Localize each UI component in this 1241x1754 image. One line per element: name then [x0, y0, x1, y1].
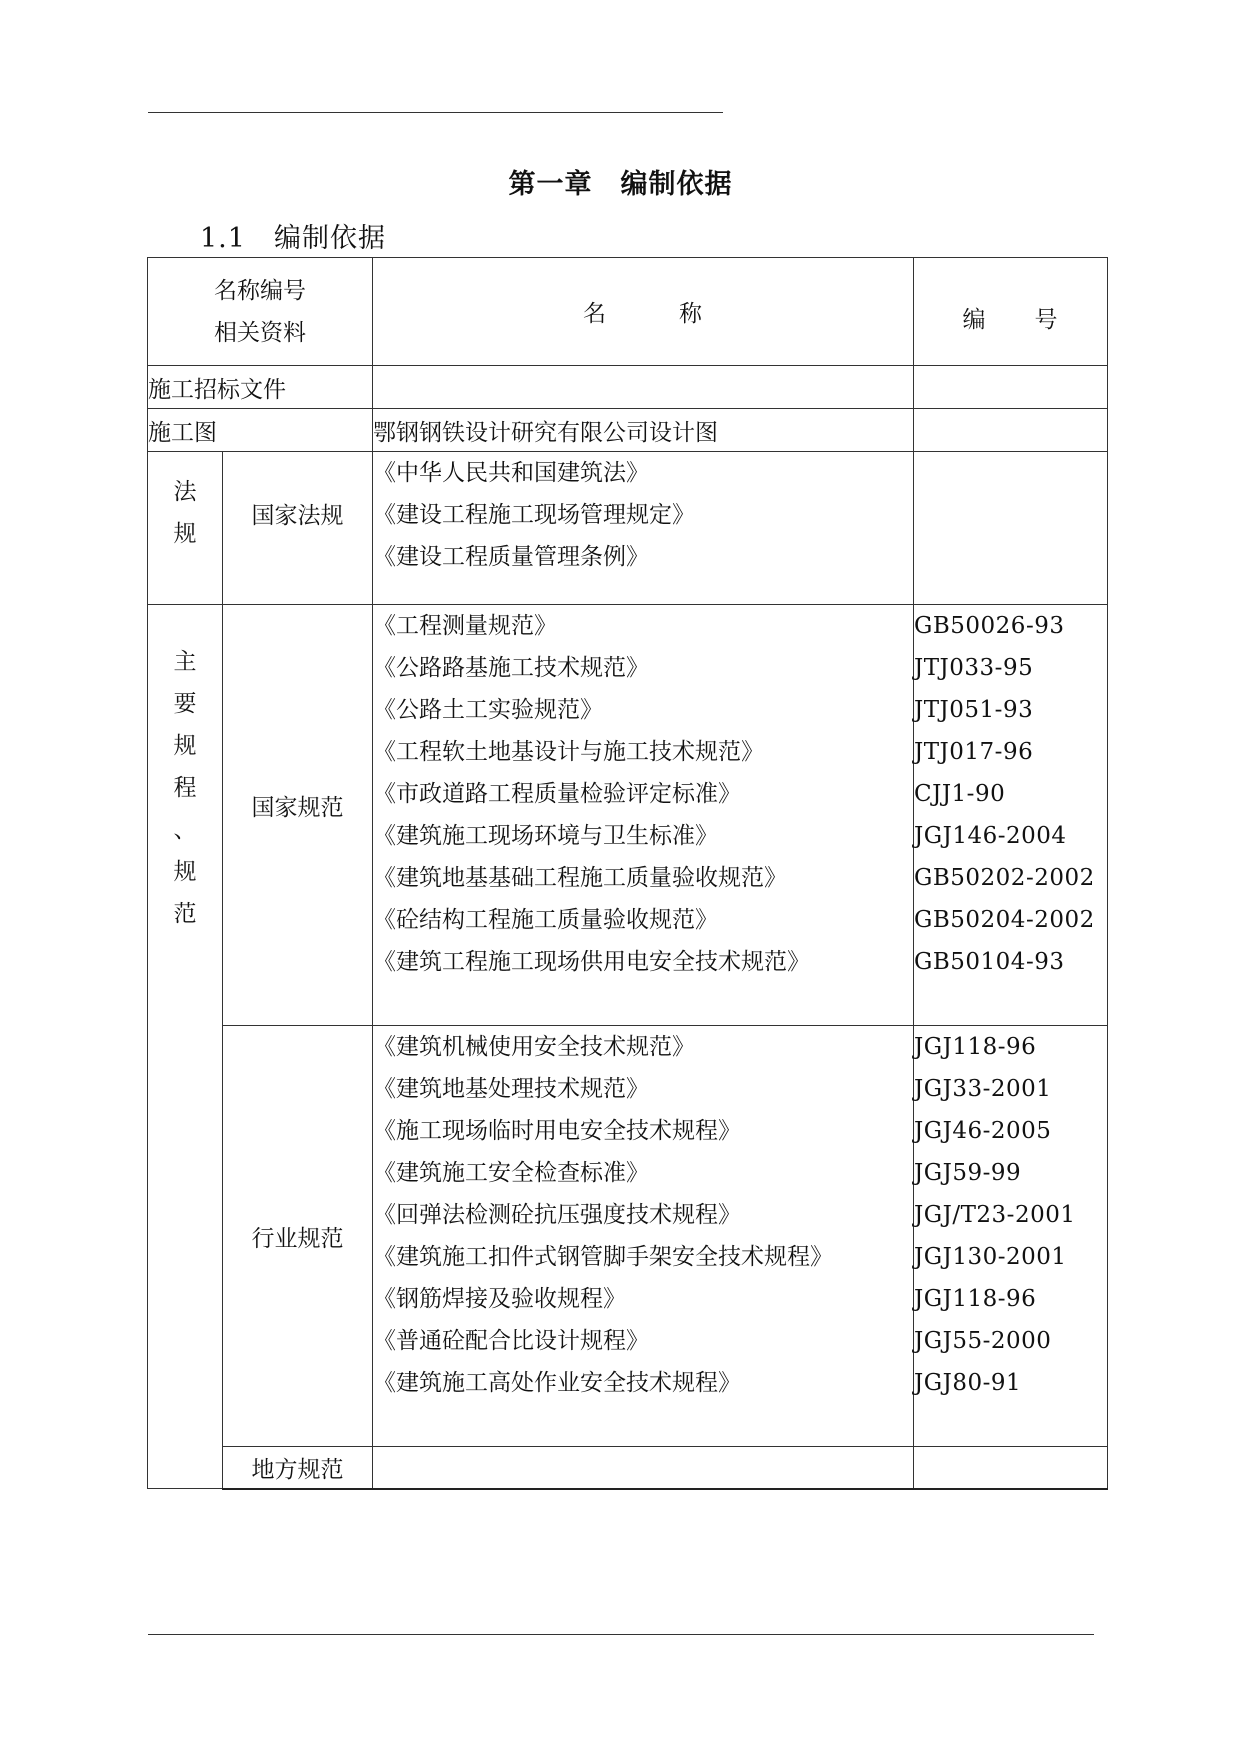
list-item: 《建筑施工扣件式钢管脚手架安全技术规程》 — [373, 1244, 833, 1270]
norms-group-char: 程 — [173, 775, 197, 801]
laws-code-cell — [914, 452, 1108, 605]
tender-docs-name-cell — [373, 366, 914, 409]
list-item: 《中华人民共和国建筑法》 — [373, 460, 649, 486]
chapter-title: 第一章 编制依据 — [508, 169, 733, 200]
local-norms-name-cell — [373, 1447, 914, 1489]
code-item: GB50104-93 — [914, 949, 1065, 975]
list-item: 《建筑地基处理技术规范》 — [373, 1076, 649, 1102]
national-norms-list — [373, 605, 914, 1026]
list-item: 《普通砼配合比设计规程》 — [373, 1328, 649, 1354]
code-item: JGJ130-2001 — [914, 1244, 1067, 1270]
industry-norms-list — [373, 1026, 914, 1447]
corner-header-cell — [148, 258, 373, 366]
code-item: JTJ051-93 — [914, 697, 1034, 723]
code-item: JGJ59-99 — [914, 1160, 1022, 1186]
code-item: JGJ118-96 — [914, 1034, 1037, 1060]
industry-norms-row — [148, 1026, 1108, 1447]
local-norms-sub-label: 地方规范 — [223, 1447, 373, 1489]
list-item: 《建设工程质量管理条例》 — [373, 544, 649, 570]
code-item: GB50026-93 — [914, 613, 1065, 639]
code-item: JGJ33-2001 — [914, 1076, 1052, 1102]
list-item: 《建筑机械使用安全技术规范》 — [373, 1034, 695, 1060]
section-title: 1.1 编制依据 — [200, 223, 386, 254]
code-item: JGJ46-2005 — [914, 1118, 1052, 1144]
laws-group-char: 法 — [173, 479, 197, 505]
laws-row — [148, 452, 1108, 605]
laws-group-label — [148, 452, 223, 605]
local-norms-code-cell — [914, 1447, 1108, 1489]
code-item: JGJ80-91 — [914, 1370, 1022, 1396]
code-item: JGJ/T23-2001 — [914, 1202, 1076, 1228]
drawing-name: 鄂钢钢铁设计研究有限公司设计图 — [373, 409, 914, 452]
drawing-code-cell — [914, 409, 1108, 452]
list-item: 《公路土工实验规范》 — [373, 697, 603, 723]
list-item: 《建筑施工安全检查标准》 — [373, 1160, 649, 1186]
industry-norms-codes — [914, 1026, 1108, 1447]
code-item: GB50202-2002 — [914, 865, 1095, 891]
list-item: 《市政道路工程质量检验评定标准》 — [373, 781, 741, 807]
laws-group-char: 规 — [173, 521, 197, 547]
norms-group-char: 规 — [173, 733, 197, 759]
corner-header-line1: 名称编号 — [214, 277, 306, 304]
tender-docs-label: 施工招标文件 — [148, 366, 373, 409]
basis-table — [147, 257, 1108, 1490]
list-item: 《建筑工程施工现场供用电安全技术规范》 — [373, 949, 810, 975]
code-item: JGJ146-2004 — [914, 823, 1067, 849]
national-norms-codes — [914, 605, 1108, 1026]
table-row — [148, 366, 1108, 409]
code-item: JTJ033-95 — [914, 655, 1034, 681]
table-header-row — [148, 258, 1108, 366]
laws-sub-label: 国家法规 — [223, 452, 373, 605]
national-norms-row — [148, 605, 1108, 1026]
laws-list — [373, 452, 914, 605]
norms-group-char: 主 — [173, 649, 197, 675]
code-column-header: 编 号 — [914, 258, 1108, 366]
list-item: 《工程软土地基设计与施工技术规范》 — [373, 739, 764, 765]
corner-header-line2: 相关资料 — [214, 319, 306, 346]
code-item: JGJ55-2000 — [914, 1328, 1052, 1354]
list-item: 《砼结构工程施工质量验收规范》 — [373, 907, 718, 933]
list-item: 《回弹法检测砼抗压强度技术规程》 — [373, 1202, 741, 1228]
code-item: CJJ1-90 — [914, 781, 1006, 807]
list-item: 《建筑地基基础工程施工质量验收规范》 — [373, 865, 787, 891]
local-norms-row — [148, 1447, 1108, 1489]
norms-group-char: 范 — [173, 901, 197, 927]
table-row — [148, 409, 1108, 452]
tender-docs-code-cell — [914, 366, 1108, 409]
norms-group-char: 、 — [173, 817, 197, 843]
list-item: 《建筑施工高处作业安全技术规程》 — [373, 1370, 741, 1396]
code-item: JGJ118-96 — [914, 1286, 1037, 1312]
list-item: 《钢筋焊接及验收规程》 — [373, 1286, 626, 1312]
list-item: 《建筑施工现场环境与卫生标准》 — [373, 823, 718, 849]
code-item: GB50204-2002 — [914, 907, 1095, 933]
code-item: JTJ017-96 — [914, 739, 1034, 765]
header-rule — [148, 112, 723, 113]
norms-group-label — [148, 605, 223, 1489]
national-norms-sub-label: 国家规范 — [223, 605, 373, 1026]
drawing-label: 施工图 — [148, 409, 373, 452]
industry-norms-sub-label: 行业规范 — [223, 1026, 373, 1447]
list-item: 《建设工程施工现场管理规定》 — [373, 502, 695, 528]
name-column-header: 名 称 — [373, 258, 914, 366]
footer-rule — [148, 1634, 1094, 1635]
norms-group-char: 要 — [173, 691, 197, 717]
list-item: 《公路路基施工技术规范》 — [373, 655, 649, 681]
list-item: 《施工现场临时用电安全技术规程》 — [373, 1118, 741, 1144]
list-item: 《工程测量规范》 — [373, 613, 557, 639]
norms-group-char: 规 — [173, 859, 197, 885]
